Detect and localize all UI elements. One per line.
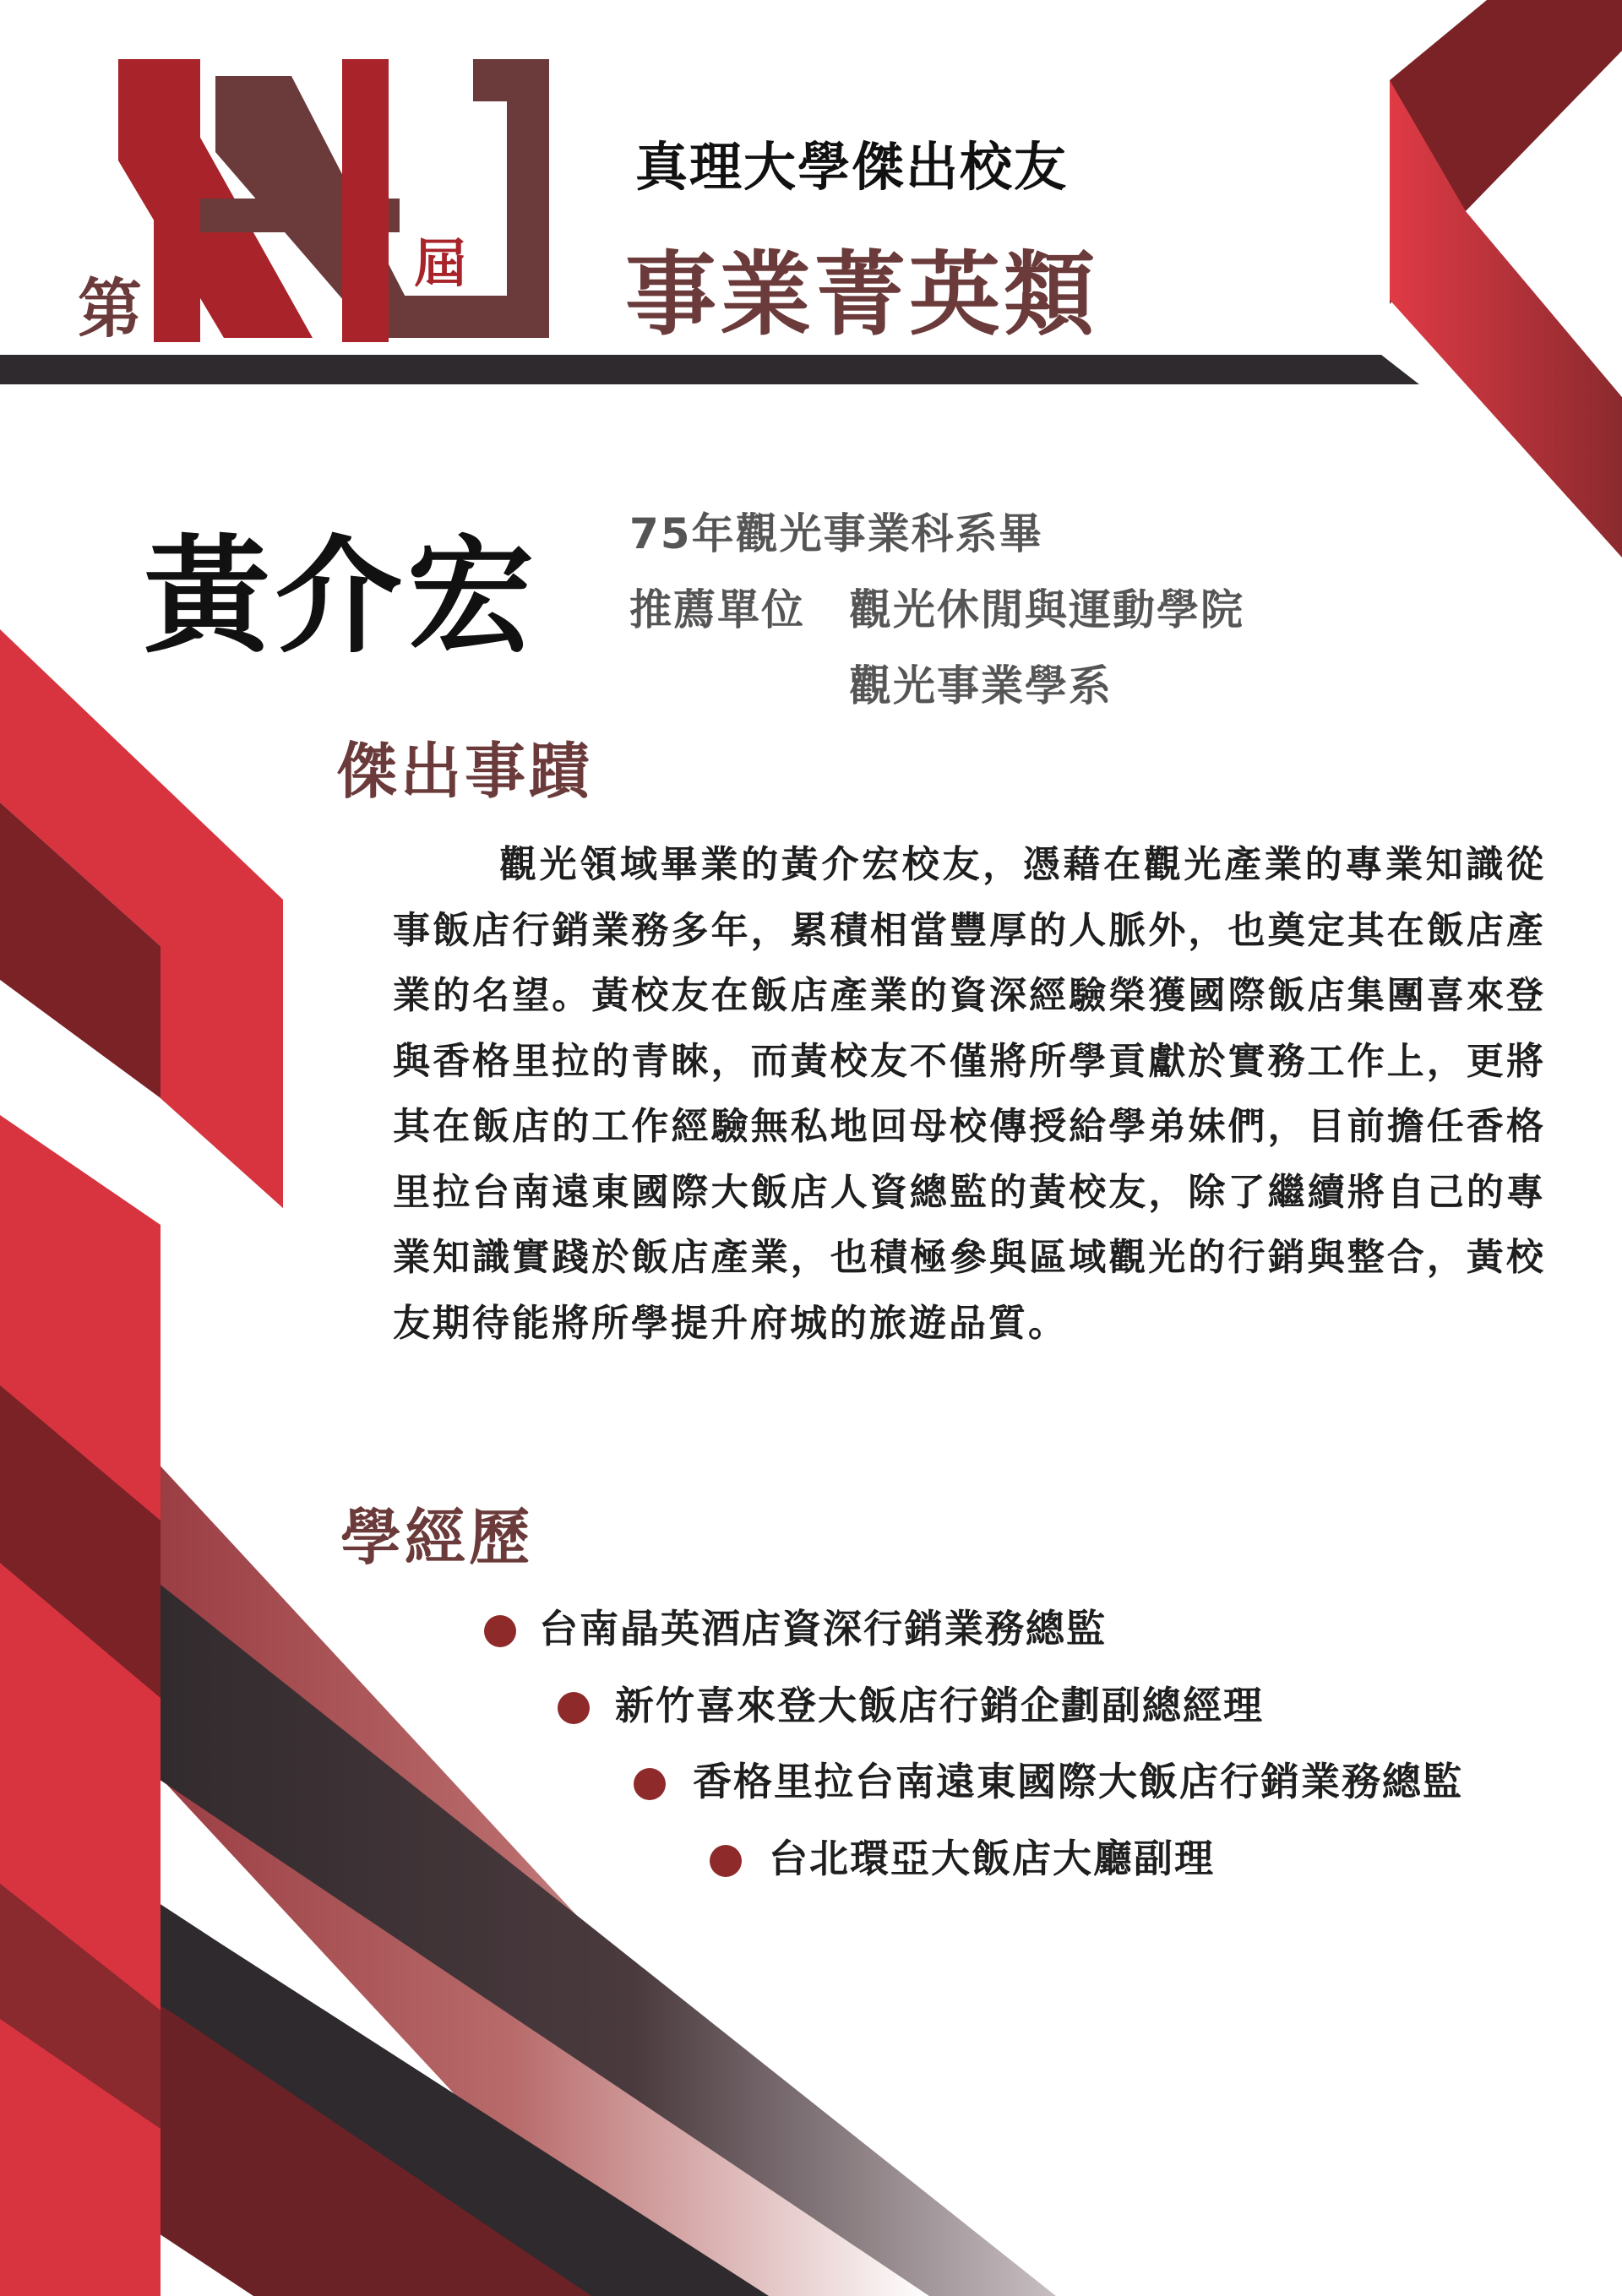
career-heading: 學經歷 xyxy=(340,1502,534,1573)
career-item: 新竹喜來登大飯店行銷企劃副總經理 xyxy=(615,1683,1264,1728)
career-item: 台南晶英酒店資深行銷業務總監 xyxy=(539,1606,1107,1651)
header-bar xyxy=(0,355,1419,384)
career-bullet-icon xyxy=(710,1845,742,1877)
person-name: 黃介宏 xyxy=(144,524,540,671)
career-bullet-icon xyxy=(484,1615,516,1647)
graduation-info: 75年觀光事業科系畢 xyxy=(629,509,1043,558)
career-item: 香格里拉台南遠東國際大飯店行銷業務總監 xyxy=(693,1759,1463,1804)
achievements-paragraph: 觀光領域畢業的黃介宏校友，憑藉在觀光產業的專業知識從事飯店行銷業務多年，累積相當豐厚的人脈外，也奠定其在飯店產業的名望。黃校友在飯店產業的資深經驗榮獲國際飯店集團喜來登與香格里拉的青睞，而黃校友不僅將所學貢獻於實務工作上，更將其在飯店的工作經驗無私地回母校傳授給學弟妹們，目前擔任香格里拉台南遠東國際大飯店人資總監的黃校友，除了繼續將自己的專業知識實踐於飯店產業，也積極參與區域觀光的行銷與整合，黃校友期待能將所學提升府城的旅遊品質。 xyxy=(393,843,1546,1345)
career-item: 台北環亞大飯店大廳副理 xyxy=(769,1836,1215,1881)
recommend-unit-department: 觀光事業學系 xyxy=(849,661,1113,710)
career-bullet-icon xyxy=(634,1768,666,1800)
achievements-heading: 傑出事蹟 xyxy=(336,736,594,807)
edition-logo-eight xyxy=(118,59,549,342)
edition-prefix: 第 xyxy=(78,271,142,346)
title-top: 真理大學傑出校友 xyxy=(635,136,1069,198)
recommend-unit-college: 觀光休閒與運動學院 xyxy=(849,585,1244,634)
edition-suffix: 屆 xyxy=(414,232,467,294)
logo-stem-right xyxy=(342,59,389,342)
logo-stem-left xyxy=(154,59,200,342)
title-main: 事業菁英類 xyxy=(625,242,1099,348)
career-bullet-icon xyxy=(558,1692,590,1724)
recommend-label: 推薦單位 xyxy=(629,585,805,634)
